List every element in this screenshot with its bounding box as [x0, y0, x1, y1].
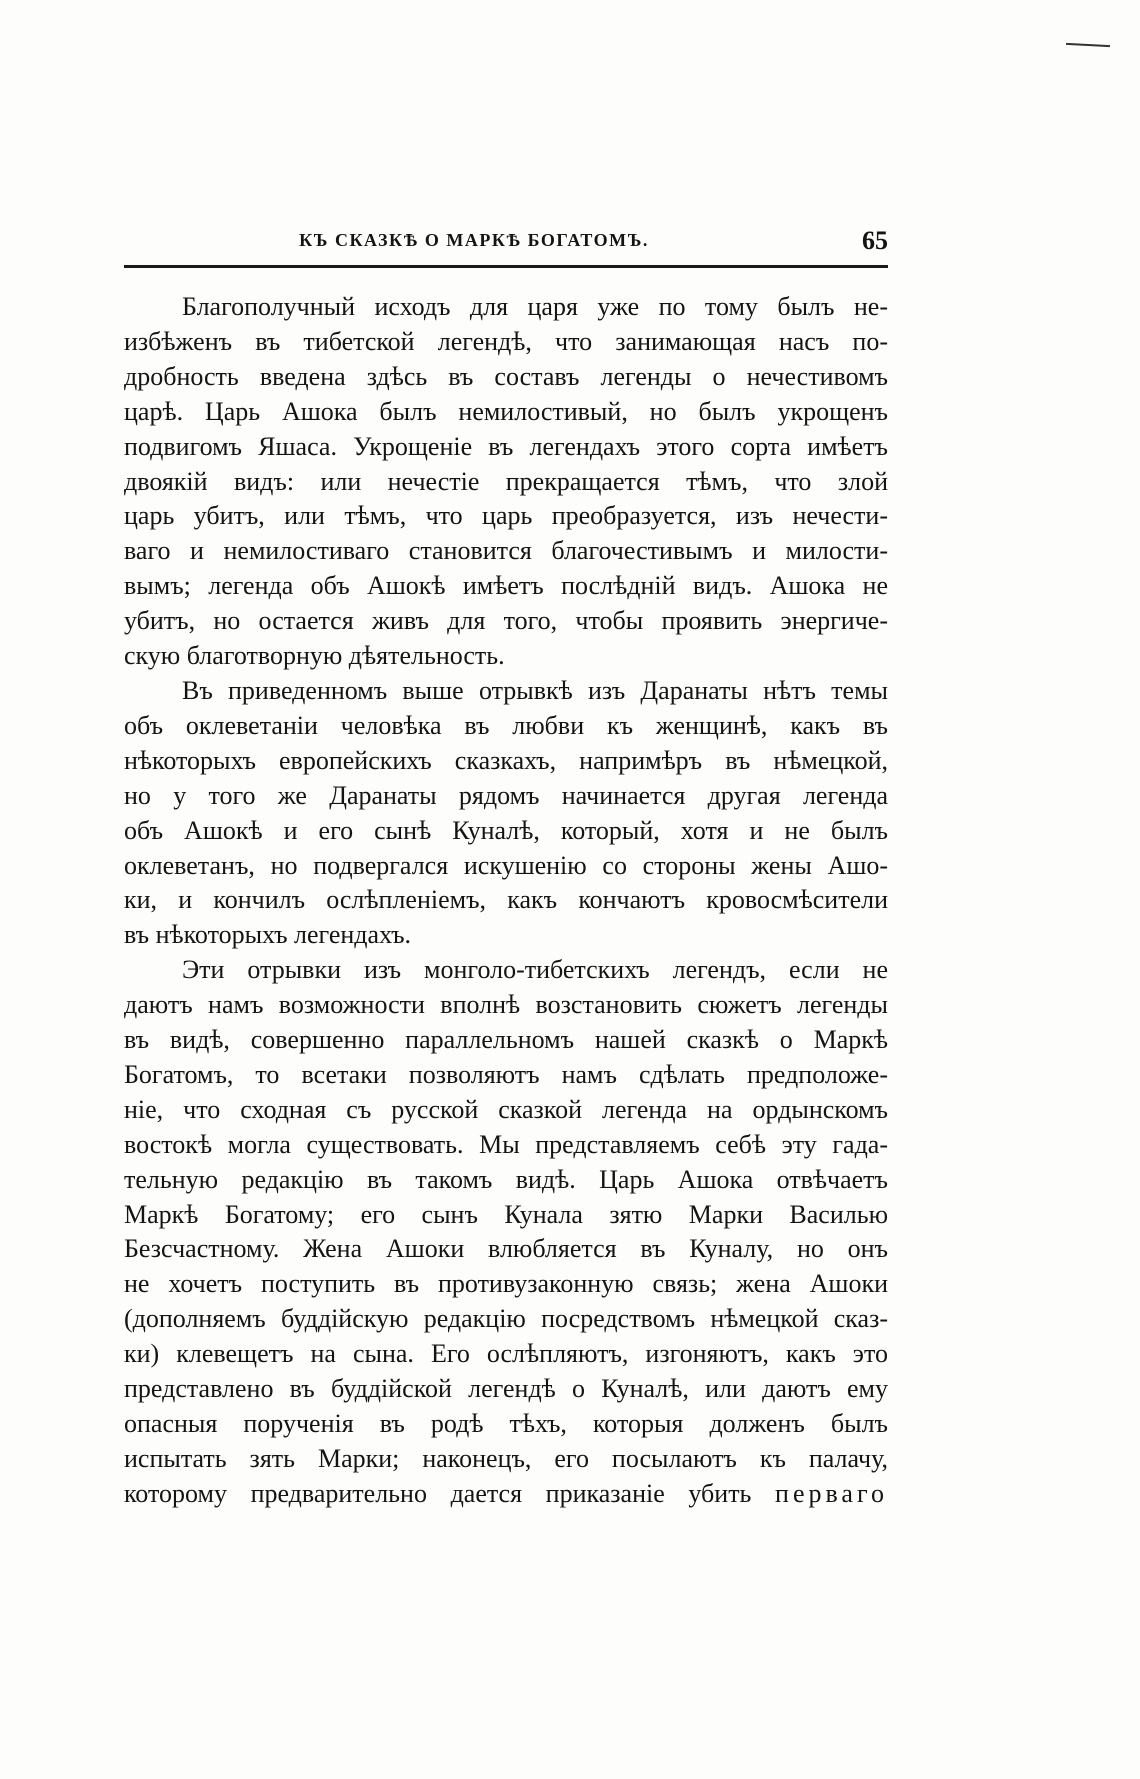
- text-line: оклеветанъ, но подвергался искушенію со стороны жены Ашо-: [124, 850, 888, 880]
- spaced-word: перваго: [775, 1478, 888, 1508]
- text-line: (дополняемъ буддійскую редакцію посредствомъ нѣмецкой сказ-: [124, 1304, 888, 1334]
- text-line: въ нѣкоторыхъ легендахъ.: [124, 920, 412, 950]
- text-line: скую благотворную дѣятельность.: [124, 641, 505, 671]
- text-line: представлено въ буддійской легендѣ о Куналѣ, или даютъ ему: [124, 1374, 888, 1404]
- text-line: Эти отрывки изъ монголо-тибетскихъ легендъ, если не: [182, 955, 888, 985]
- text-line: нѣкоторыхъ европейскихъ сказкахъ, напримѣръ въ нѣмецкой,: [124, 745, 888, 775]
- text-line: дробность введена здѣсь въ составъ легенды о нечестивомъ: [124, 361, 888, 391]
- running-header: [124, 226, 888, 262]
- text-line: вымъ; легенда объ Ашокѣ имѣетъ послѣдній видъ. Ашока не: [124, 571, 888, 601]
- text-line: избѣженъ въ тибетской легендѣ, что занимающая насъ по-: [124, 326, 888, 356]
- text-line: объ Ашокѣ и его сынѣ Куналѣ, который, хотя и не былъ: [124, 815, 888, 845]
- text-line: Безсчастному. Жена Ашоки влюбляется въ Куналу, но онъ: [124, 1234, 888, 1264]
- text-line: царѣ. Царь Ашока былъ немилостивый, но былъ укрощенъ: [124, 396, 888, 426]
- text-line: ваго и немилостиваго становится благочестивымъ и милости-: [124, 536, 888, 566]
- body-text: [124, 290, 888, 1512]
- text-line: опасныя порученія въ родѣ тѣхъ, которыя долженъ былъ: [124, 1409, 888, 1438]
- text-line: объ оклеветаніи человѣка въ любви къ женщинѣ, какъ въ: [124, 710, 888, 740]
- text-line: убитъ, но остается живъ для того, чтобы проявить энергиче-: [124, 606, 888, 636]
- text-line: царь убитъ, или тѣмъ, что царь преобразуется, изъ нечести-: [124, 501, 888, 531]
- corner-mark: [1066, 43, 1110, 47]
- text-line: ки, и кончилъ ослѣпленіемъ, какъ кончаютъ кровосмѣсители: [124, 885, 888, 915]
- paragraph-3: [124, 953, 888, 1512]
- text-line: подвигомъ Яшаса. Укрощеніе въ легендахъ этого сорта имѣетъ: [124, 431, 888, 461]
- text-line: тельную редакцію въ такомъ видѣ. Царь Ашока отвѣчаетъ: [124, 1164, 888, 1194]
- text-line: Благополучный исходъ для царя уже по тому былъ не-: [182, 292, 888, 321]
- text-line: но у того же Даранаты рядомъ начинается другая легенда: [124, 780, 888, 810]
- text-line: востокѣ могла существовать. Мы представляемъ себѣ эту гада-: [124, 1129, 888, 1159]
- page-number: 65: [862, 226, 888, 255]
- text-line: испытать зять Марки; наконецъ, его посылаютъ къ палачу,: [124, 1443, 888, 1473]
- paragraph-1: [124, 290, 888, 674]
- text-line: въ видѣ, совершенно параллельномъ нашей сказкѣ о Маркѣ: [124, 1025, 888, 1055]
- text-line: Богатомъ, то всетаки позволяютъ намъ сдѣлать предположе-: [124, 1059, 888, 1089]
- text-line: ки) клевещетъ на сына. Его ослѣпляютъ, изгоняютъ, какъ это: [124, 1339, 888, 1369]
- paragraph-2: [124, 674, 888, 953]
- text-line: Въ приведенномъ выше отрывкѣ изъ Даранаты нѣтъ темы: [182, 675, 888, 705]
- text-line: двоякій видъ: или нечестіе прекращается тѣмъ, что злой: [124, 466, 888, 496]
- text-line-final-start: которому предварительно дается приказаніе убить: [124, 1478, 752, 1508]
- text-line: ніе, что сходная съ русской сказкой легенда на ордынскомъ: [124, 1094, 888, 1124]
- header-rule: [124, 265, 888, 268]
- text-line: даютъ намъ возможности вполнѣ возстановить сюжетъ легенды: [124, 990, 888, 1020]
- running-title: КЪ СКАЗКѢ О МАРКѢ БОГАТОМЪ.: [299, 230, 649, 250]
- text-line: не хочетъ поступить въ противузаконную связь; жена Ашоки: [124, 1269, 888, 1299]
- text-line: Маркѣ Богатому; его сынъ Кунала зятю Марки Василью: [124, 1199, 888, 1229]
- text-line-final: [124, 1477, 888, 1512]
